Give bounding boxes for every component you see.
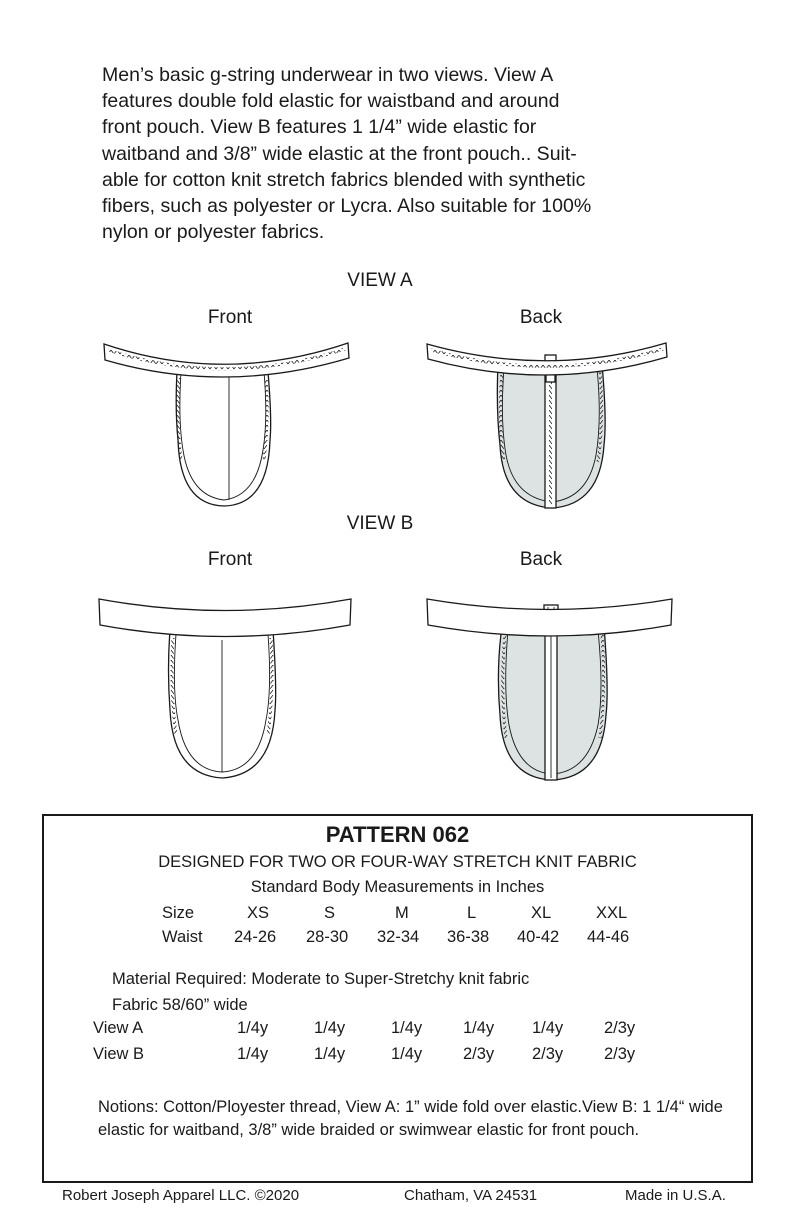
pattern-title: PATTERN 062 bbox=[325, 822, 470, 847]
yardage-value: 2/3y bbox=[463, 1045, 495, 1063]
view-a-back-label: Back bbox=[519, 307, 563, 328]
waist-value: 44-46 bbox=[587, 928, 630, 946]
view-a-back-drawing bbox=[427, 343, 667, 508]
fabric-width: Fabric 58/60” wide bbox=[112, 996, 248, 1014]
pattern-info-box bbox=[42, 814, 753, 1183]
description-line: fibers, such as polyester or Lycra. Also suitable for 100% bbox=[102, 195, 592, 218]
waist-label: Waist bbox=[162, 928, 203, 946]
yardage-value: 1/4y bbox=[391, 1019, 423, 1037]
size-value: S bbox=[324, 904, 336, 922]
material-required: Material Required: Moderate to Super-Stretchy knit fabric bbox=[112, 970, 530, 988]
view-b-title: VIEW B bbox=[346, 513, 414, 534]
description-line: front pouch. View B features 1 1/4” wide elastic for bbox=[102, 116, 537, 139]
waist-value: 24-26 bbox=[234, 928, 277, 946]
waist-value: 32-34 bbox=[377, 928, 420, 946]
yardage-value: 2/3y bbox=[604, 1045, 636, 1063]
size-value: XL bbox=[531, 904, 552, 922]
footer-made-in: Made in U.S.A. bbox=[625, 1187, 726, 1204]
yardage-value: 1/4y bbox=[314, 1045, 346, 1063]
size-value: XXL bbox=[596, 904, 628, 922]
size-label: Size bbox=[162, 904, 195, 922]
view-b-front-label: Front bbox=[207, 549, 253, 570]
description-line: able for cotton knit stretch fabrics blended with synthetic bbox=[102, 168, 586, 191]
view-a-label: View A bbox=[93, 1019, 144, 1037]
yardage-value: 2/3y bbox=[532, 1045, 564, 1063]
view-b-back-label: Back bbox=[519, 549, 563, 570]
view-a-front-label: Front bbox=[207, 307, 253, 328]
yardage-value: 2/3y bbox=[604, 1019, 636, 1037]
view-b-back-drawing bbox=[427, 599, 672, 780]
view-b-front-drawing bbox=[99, 599, 351, 778]
footer-company: Robert Joseph Apparel LLC. ©2020 bbox=[62, 1187, 300, 1204]
yardage-value: 1/4y bbox=[463, 1019, 495, 1037]
size-value: XS bbox=[247, 904, 270, 922]
waist-value: 40-42 bbox=[517, 928, 560, 946]
description-line: nylon or polyester fabrics. bbox=[102, 221, 325, 244]
description-line: waitband and 3/8” wide elastic at the front pouch.. Suit- bbox=[102, 142, 577, 165]
yardage-value: 1/4y bbox=[237, 1019, 269, 1037]
waist-value: 36-38 bbox=[447, 928, 490, 946]
description-line: Men’s basic g-string underwear in two views. View A bbox=[102, 64, 554, 86]
view-a-title: VIEW A bbox=[347, 270, 413, 291]
size-value: L bbox=[467, 904, 477, 922]
size-value: M bbox=[395, 904, 409, 922]
footer-location: Chatham, VA 24531 bbox=[404, 1187, 538, 1204]
waist-value: 28-30 bbox=[306, 928, 349, 946]
view-a-front-drawing bbox=[104, 343, 349, 506]
notions-text: Notions: Cotton/Ployester thread, View A: 1” wide fold over elastic.View B: 1 1/4“ wide elastic for waitband, 3/8” wide braided or swimwear elastic for front pouch. bbox=[98, 1098, 723, 1139]
pattern-subtitle: DESIGNED FOR TWO OR FOUR-WAY STRETCH KNIT FABRIC bbox=[158, 853, 637, 871]
yardage-value: 1/4y bbox=[532, 1019, 564, 1037]
yardage-value: 1/4y bbox=[391, 1045, 423, 1063]
view-b-label: View B bbox=[93, 1045, 145, 1063]
yardage-value: 1/4y bbox=[314, 1019, 346, 1037]
yardage-value: 1/4y bbox=[237, 1045, 269, 1063]
description-line: features double fold elastic for waistband and around bbox=[102, 90, 560, 113]
measurements-title: Standard Body Measurements in Inches bbox=[250, 878, 545, 896]
